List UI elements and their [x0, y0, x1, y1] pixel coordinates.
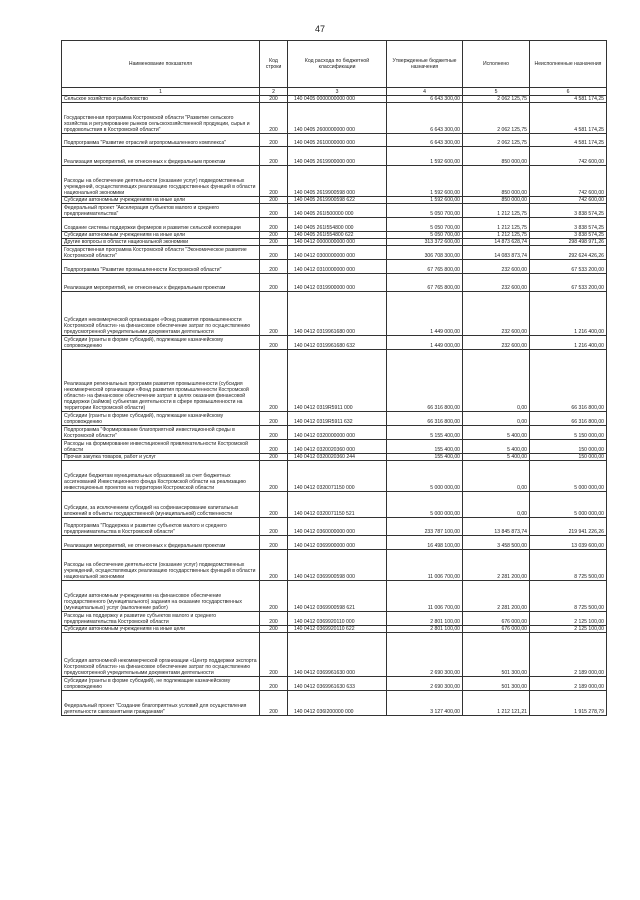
classification-code-cell: 140 0412 0319961680 000 [288, 292, 387, 336]
executed-amount-cell: 501 300,00 [463, 677, 530, 691]
unexecuted-amount-cell: 219 941 226,26 [530, 518, 607, 536]
line-code-cell: 200 [260, 246, 288, 260]
line-code-cell: 200 [260, 218, 288, 232]
classification-code-cell: 140 0412 0369900598 621 [288, 581, 387, 612]
indicator-name-cell: Государственная программа Костромской области "Экономическое развитие Костромской области" [62, 246, 260, 260]
table-row [62, 246, 607, 260]
executed-amount-cell: 232 600,00 [463, 260, 530, 274]
line-code-cell: 200 [260, 691, 288, 716]
line-code-cell: 200 [260, 440, 288, 454]
line-code-cell: 200 [260, 461, 288, 492]
executed-amount-cell: 0,00 [463, 350, 530, 412]
approved-amount-cell: 11 006 700,00 [387, 581, 463, 612]
indicator-name-cell: Расходы на поддержку и развитие субъектов малого и среднего предпринимательства Костромской области [62, 612, 260, 626]
approved-amount-cell: 1 592 600,00 [387, 166, 463, 197]
indicator-name-cell: Расходы на формирование инвестиционной привлекательности Костромской области [62, 440, 260, 454]
approved-amount-cell: 1 592 600,00 [387, 197, 463, 204]
table-row [62, 239, 607, 246]
approved-amount-cell: 155 400,00 [387, 454, 463, 461]
table-row [62, 274, 607, 292]
table-row [62, 612, 607, 626]
executed-amount-cell: 850 000,00 [463, 166, 530, 197]
unexecuted-amount-cell: 1 216 400,00 [530, 336, 607, 350]
classification-code-cell: 140 0412 0319R5911 000 [288, 350, 387, 412]
unexecuted-amount-cell: 2 189 000,00 [530, 633, 607, 677]
approved-amount-cell: 11 006 700,00 [387, 550, 463, 581]
indicator-name-cell: Субсидии автономным учреждениям на иные цели [62, 626, 260, 633]
line-code-cell: 200 [260, 232, 288, 239]
executed-amount-cell: 1 212 125,75 [463, 232, 530, 239]
classification-code-cell: 140 0412 0320000000 000 [288, 426, 387, 440]
indicator-name-cell: Другие вопросы в области национальной экономики [62, 239, 260, 246]
approved-amount-cell: 306 708 300,00 [387, 246, 463, 260]
unexecuted-amount-cell: 2 125 100,00 [530, 626, 607, 633]
approved-amount-cell: 67 765 800,00 [387, 274, 463, 292]
indicator-name-cell: Расходы на обеспечение деятельности (оказание услуг) подведомственных учреждений, осуществляющих реализацию государственных функций в области национальной экономики [62, 166, 260, 197]
unexecuted-amount-cell: 8 725 500,00 [530, 550, 607, 581]
header-line-code: Код строки [260, 41, 288, 88]
indicator-name-cell: Подпрограмма "Развитие промышленности Костромской области" [62, 260, 260, 274]
line-code-cell: 200 [260, 536, 288, 550]
classification-code-cell: 140 0405 2600000000 000 [288, 103, 387, 134]
approved-amount-cell: 16 498 100,00 [387, 536, 463, 550]
line-code-cell: 200 [260, 454, 288, 461]
executed-amount-cell: 1 212 125,75 [463, 204, 530, 218]
column-number: 6 [530, 88, 607, 96]
line-code-cell: 200 [260, 260, 288, 274]
indicator-name-cell: Подпрограмма "Развитие отраслей агропромышленного комплекса" [62, 134, 260, 147]
executed-amount-cell: 232 600,00 [463, 274, 530, 292]
table-row [62, 581, 607, 612]
unexecuted-amount-cell: 3 838 574,25 [530, 204, 607, 218]
table-row [62, 292, 607, 336]
line-code-cell: 200 [260, 292, 288, 336]
unexecuted-amount-cell: 1 216 400,00 [530, 292, 607, 336]
approved-amount-cell: 67 765 800,00 [387, 260, 463, 274]
line-code-cell: 200 [260, 147, 288, 166]
classification-code-cell: 140 0405 2619900598 622 [288, 197, 387, 204]
executed-amount-cell: 850 000,00 [463, 147, 530, 166]
indicator-name-cell: Расходы на обеспечение деятельности (оказание услуг) подведомственных учреждений, осуществляющих реализацию государственных функций в области национальной экономики [62, 550, 260, 581]
approved-amount-cell: 233 787 100,00 [387, 518, 463, 536]
indicator-name-cell: Субсидии автономным учреждениям на иные цели [62, 232, 260, 239]
executed-amount-cell: 0,00 [463, 461, 530, 492]
line-code-cell: 200 [260, 134, 288, 147]
column-number: 4 [387, 88, 463, 96]
approved-amount-cell: 5 155 400,00 [387, 426, 463, 440]
executed-amount-cell: 676 000,00 [463, 626, 530, 633]
unexecuted-amount-cell: 67 533 200,00 [530, 274, 607, 292]
unexecuted-amount-cell: 3 838 574,25 [530, 232, 607, 239]
indicator-name-cell: Реализация мероприятий, не отнесенных к федеральным проектам [62, 147, 260, 166]
classification-code-cell: 140 0412 0369961630 633 [288, 677, 387, 691]
indicator-name-cell: Реализация мероприятий, не отнесенных к федеральным проектам [62, 536, 260, 550]
budget-execution-table [61, 40, 607, 716]
executed-amount-cell: 676 000,00 [463, 612, 530, 626]
line-code-cell: 200 [260, 350, 288, 412]
unexecuted-amount-cell: 4 581 174,25 [530, 96, 607, 103]
indicator-name-cell: Субсидия автономной некоммерческой организации «Центр поддержки экспорта Костромской области» на финансовое обеспечение затрат по осуществлению предусмотренной учредительными документами деятельности [62, 633, 260, 677]
table-row [62, 260, 607, 274]
classification-code-cell: 140 0412 0320020360 244 [288, 454, 387, 461]
table-row [62, 166, 607, 197]
executed-amount-cell: 2 281 200,00 [463, 550, 530, 581]
indicator-name-cell: Реализация мероприятий, не отнесенных к федеральным проектам [62, 274, 260, 292]
indicator-name-cell: Сельское хозяйство и рыболовство [62, 96, 260, 103]
classification-code-cell: 140 0412 0319900000 000 [288, 274, 387, 292]
header-classification-code: Код расхода по бюджетной классификации [288, 41, 387, 88]
executed-amount-cell: 3 458 500,00 [463, 536, 530, 550]
line-code-cell: 200 [260, 626, 288, 633]
header-indicator-name: Наименование показателя [62, 41, 260, 88]
approved-amount-cell: 1 449 000,00 [387, 336, 463, 350]
table-body [62, 96, 607, 716]
table-row [62, 626, 607, 633]
approved-amount-cell: 5 050 700,00 [387, 218, 463, 232]
approved-amount-cell: 6 643 300,00 [387, 103, 463, 134]
line-code-cell: 200 [260, 197, 288, 204]
unexecuted-amount-cell: 2 125 100,00 [530, 612, 607, 626]
unexecuted-amount-cell: 5 000 000,00 [530, 492, 607, 518]
indicator-name-cell: Субсидии автономным учреждениям на финансовое обеспечение государственного (муниципального) задания на оказание государственных (муниципальных) услуг (выполнение работ) [62, 581, 260, 612]
table-row [62, 550, 607, 581]
line-code-cell: 200 [260, 633, 288, 677]
executed-amount-cell: 2 062 125,75 [463, 103, 530, 134]
line-code-cell: 200 [260, 550, 288, 581]
indicator-name-cell: Субсидия некоммерческой организации «Фонд развития промышленности Костромской области» на финансовое обеспечение затрат по осуществлению предусмотренной учредительными документами деятельности [62, 292, 260, 336]
approved-amount-cell: 66 316 800,00 [387, 412, 463, 426]
approved-amount-cell: 5 050 700,00 [387, 204, 463, 218]
line-code-cell: 200 [260, 492, 288, 518]
classification-code-cell: 140 0412 0360000000 000 [288, 518, 387, 536]
executed-amount-cell: 14 873 628,74 [463, 239, 530, 246]
table-row [62, 691, 607, 716]
unexecuted-amount-cell: 150 000,00 [530, 454, 607, 461]
table-row [62, 536, 607, 550]
indicator-name-cell: Субсидии, за исключением субсидий на софинансирование капитальных вложений в объекты государственной (муниципальной) собственности [62, 492, 260, 518]
unexecuted-amount-cell: 298 498 971,26 [530, 239, 607, 246]
header-approved: Утвержденные бюджетные назначения [387, 41, 463, 88]
executed-amount-cell: 5 400,00 [463, 426, 530, 440]
classification-code-cell: 140 0412 0320071150 521 [288, 492, 387, 518]
indicator-name-cell: Субсидии (гранты в форме субсидий), не подлежащие казначейскому сопровождению [62, 677, 260, 691]
executed-amount-cell: 13 845 873,74 [463, 518, 530, 536]
unexecuted-amount-cell: 150 000,00 [530, 440, 607, 454]
classification-code-cell: 140 0412 0369900598 000 [288, 550, 387, 581]
unexecuted-amount-cell: 13 039 600,00 [530, 536, 607, 550]
executed-amount-cell: 2 062 125,75 [463, 96, 530, 103]
classification-code-cell: 140 0405 261I500000 000 [288, 204, 387, 218]
executed-amount-cell: 232 600,00 [463, 336, 530, 350]
unexecuted-amount-cell: 292 624 426,26 [530, 246, 607, 260]
classification-code-cell: 140 0412 0000000000 000 [288, 239, 387, 246]
unexecuted-amount-cell: 66 316 800,00 [530, 350, 607, 412]
table-row [62, 204, 607, 218]
executed-amount-cell: 2 281 200,00 [463, 581, 530, 612]
approved-amount-cell: 5 000 000,00 [387, 461, 463, 492]
approved-amount-cell: 6 643 300,00 [387, 134, 463, 147]
line-code-cell: 200 [260, 204, 288, 218]
classification-code-cell: 140 0412 0320020360 000 [288, 440, 387, 454]
unexecuted-amount-cell: 742 600,00 [530, 166, 607, 197]
line-code-cell: 200 [260, 96, 288, 103]
table-row [62, 492, 607, 518]
classification-code-cell: 140 0412 0319961680 632 [288, 336, 387, 350]
header-executed: Исполнено [463, 41, 530, 88]
approved-amount-cell: 155 400,00 [387, 440, 463, 454]
table-row [62, 147, 607, 166]
indicator-name-cell: Прочая закупка товаров, работ и услуг [62, 454, 260, 461]
indicator-name-cell: Федеральный проект "Акселерация субъектов малого и среднего предпринимательства" [62, 204, 260, 218]
unexecuted-amount-cell: 4 581 174,25 [530, 134, 607, 147]
executed-amount-cell: 14 083 873,74 [463, 246, 530, 260]
table-row [62, 218, 607, 232]
approved-amount-cell: 5 050 700,00 [387, 232, 463, 239]
approved-amount-cell: 1 592 600,00 [387, 147, 463, 166]
line-code-cell: 200 [260, 677, 288, 691]
table-row [62, 677, 607, 691]
unexecuted-amount-cell: 67 533 200,00 [530, 260, 607, 274]
line-code-cell: 200 [260, 612, 288, 626]
classification-code-cell: 140 0412 0369920110 000 [288, 612, 387, 626]
executed-amount-cell: 1 212 121,21 [463, 691, 530, 716]
table-row [62, 454, 607, 461]
column-number: 2 [260, 88, 288, 96]
line-code-cell: 200 [260, 412, 288, 426]
unexecuted-amount-cell: 742 600,00 [530, 197, 607, 204]
executed-amount-cell: 501 300,00 [463, 633, 530, 677]
table-row [62, 461, 607, 492]
unexecuted-amount-cell: 2 189 000,00 [530, 677, 607, 691]
indicator-name-cell: Создание системы поддержки фермеров и развитие сельской кооперации [62, 218, 260, 232]
classification-code-cell: 140 0412 0310000000 000 [288, 260, 387, 274]
executed-amount-cell: 232 600,00 [463, 292, 530, 336]
classification-code-cell: 140 0412 0369961630 000 [288, 633, 387, 677]
executed-amount-cell: 1 212 125,75 [463, 218, 530, 232]
classification-code-cell: 140 0405 261I554800 622 [288, 232, 387, 239]
table-row [62, 426, 607, 440]
approved-amount-cell: 6 643 300,00 [387, 96, 463, 103]
page-number: 47 [314, 24, 325, 34]
indicator-name-cell: Подпрограмма "Поддержка и развитие субъектов малого и среднего предпринимательства в Костромской области" [62, 518, 260, 536]
column-number: 1 [62, 88, 260, 96]
classification-code-cell: 140 0412 0319R5911 632 [288, 412, 387, 426]
table-row [62, 103, 607, 134]
classification-code-cell: 140 0412 0369920110 622 [288, 626, 387, 633]
line-code-cell: 200 [260, 239, 288, 246]
line-code-cell: 200 [260, 103, 288, 134]
unexecuted-amount-cell: 5 150 000,00 [530, 426, 607, 440]
unexecuted-amount-cell: 4 581 174,25 [530, 103, 607, 134]
approved-amount-cell: 2 801 100,00 [387, 612, 463, 626]
approved-amount-cell: 2 690 300,00 [387, 633, 463, 677]
table-row [62, 134, 607, 147]
indicator-name-cell: Реализация региональных программ развития промышленности (субсидия некоммерческой организации «Фонд развития промышленности Костромской области» на финансовое обеспечение затрат в целях оказания финансовой поддержки (займов) субъектам деятельности в сфере промышленности на территории Костромской области) [62, 350, 260, 412]
table-row [62, 518, 607, 536]
approved-amount-cell: 2 801 100,00 [387, 626, 463, 633]
executed-amount-cell: 0,00 [463, 492, 530, 518]
unexecuted-amount-cell: 5 000 000,00 [530, 461, 607, 492]
line-code-cell: 200 [260, 336, 288, 350]
indicator-name-cell: Субсидии (гранты в форме субсидий), подлежащие казначейскому сопровождению [62, 336, 260, 350]
classification-code-cell: 140 0412 0300000000 000 [288, 246, 387, 260]
line-code-cell: 200 [260, 274, 288, 292]
approved-amount-cell: 1 449 000,00 [387, 292, 463, 336]
classification-code-cell: 140 0412 036I200000 000 [288, 691, 387, 716]
indicator-name-cell: Субсидии автономным учреждениям на иные цели [62, 197, 260, 204]
table-row [62, 96, 607, 103]
table-row [62, 440, 607, 454]
executed-amount-cell: 5 400,00 [463, 454, 530, 461]
indicator-name-cell: Федеральный проект "Создание благоприятных условий для осуществления деятельности самозанятыми гражданами" [62, 691, 260, 716]
table-row [62, 412, 607, 426]
executed-amount-cell: 850 000,00 [463, 197, 530, 204]
indicator-name-cell: Субсидии (гранты в форме субсидий), подлежащие казначейскому сопровождению [62, 412, 260, 426]
line-code-cell: 200 [260, 581, 288, 612]
table-header-row [62, 41, 607, 88]
table-row [62, 197, 607, 204]
approved-amount-cell: 313 372 600,00 [387, 239, 463, 246]
classification-code-cell: 140 0405 2619900000 000 [288, 147, 387, 166]
column-number-row [62, 88, 607, 96]
line-code-cell: 200 [260, 166, 288, 197]
approved-amount-cell: 66 316 800,00 [387, 350, 463, 412]
executed-amount-cell: 2 062 125,75 [463, 134, 530, 147]
indicator-name-cell: Государственная программа Костромской области "Развитие сельского хозяйства и регулирование рынков сельскохозяйственной продукции, сырья и продовольствия в Костромской области" [62, 103, 260, 134]
approved-amount-cell: 5 000 000,00 [387, 492, 463, 518]
approved-amount-cell: 2 690 300,00 [387, 677, 463, 691]
classification-code-cell: 140 0405 2610000000 000 [288, 134, 387, 147]
unexecuted-amount-cell: 8 725 500,00 [530, 581, 607, 612]
executed-amount-cell: 5 400,00 [463, 440, 530, 454]
table-row [62, 336, 607, 350]
unexecuted-amount-cell: 1 915 278,79 [530, 691, 607, 716]
table-row [62, 633, 607, 677]
classification-code-cell: 140 0405 261I554800 000 [288, 218, 387, 232]
classification-code-cell: 140 0405 0000000000 000 [288, 96, 387, 103]
table-row [62, 232, 607, 239]
classification-code-cell: 140 0412 0320071150 000 [288, 461, 387, 492]
header-unexecuted: Неисполненные назначения [530, 41, 607, 88]
executed-amount-cell: 0,00 [463, 412, 530, 426]
unexecuted-amount-cell: 742 600,00 [530, 147, 607, 166]
indicator-name-cell: Субсидии бюджетам муниципальных образований за счет бюджетных ассигнований Инвестиционного фонда Костромской области на реализацию инвестиционных проектов на территории Костромской области [62, 461, 260, 492]
column-number: 5 [463, 88, 530, 96]
table-row [62, 350, 607, 412]
unexecuted-amount-cell: 3 838 574,25 [530, 218, 607, 232]
approved-amount-cell: 3 127 400,00 [387, 691, 463, 716]
classification-code-cell: 140 0412 0369900000 000 [288, 536, 387, 550]
classification-code-cell: 140 0405 2619900598 000 [288, 166, 387, 197]
line-code-cell: 200 [260, 426, 288, 440]
unexecuted-amount-cell: 66 316 800,00 [530, 412, 607, 426]
column-number: 3 [288, 88, 387, 96]
line-code-cell: 200 [260, 518, 288, 536]
indicator-name-cell: Подпрограмма "Формирование благоприятной инвестиционной среды в Костромской области" [62, 426, 260, 440]
